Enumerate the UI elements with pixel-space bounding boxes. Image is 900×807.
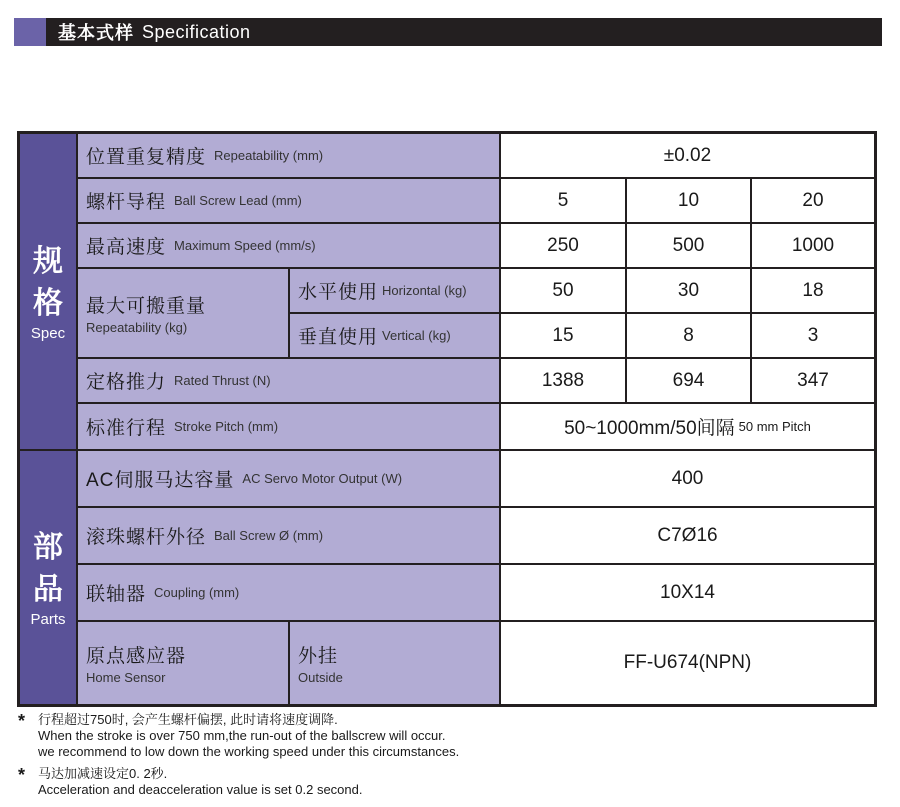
- sensor-mount-label: [290, 622, 499, 704]
- speed-cn: 最高速度: [86, 237, 167, 258]
- row-sensor-label: [78, 622, 288, 704]
- row-lead-label: [78, 179, 499, 222]
- lead-value-1: 5: [501, 179, 625, 222]
- thrust-value-3: 347: [752, 359, 874, 402]
- footnote-2: [18, 766, 878, 798]
- section-spec: [20, 134, 76, 449]
- section-parts-en: Parts: [30, 610, 66, 628]
- sensor-value: FF-U674(NPN): [501, 622, 874, 704]
- payload-cn: 最大可搬重量: [86, 296, 207, 317]
- stroke-cn: 标准行程: [86, 418, 167, 439]
- ballscrew-value: C7Ø16: [501, 508, 874, 563]
- row-coupling-label: [78, 565, 499, 620]
- speed-value-2: 500: [627, 224, 750, 267]
- motor-en: AC Servo Motor Output (W): [242, 471, 403, 486]
- speed-value-1: 250: [501, 224, 625, 267]
- horizontal-en: Horizontal (kg): [382, 283, 467, 298]
- section-spec-en: Spec: [30, 324, 66, 342]
- footnote-1: [18, 712, 878, 760]
- header-title-en: Specification: [142, 21, 251, 42]
- vertical-en: Vertical (kg): [382, 328, 451, 343]
- row-thrust-label: [78, 359, 499, 402]
- coupling-value: 10X14: [501, 565, 874, 620]
- asterisk-icon: *: [18, 711, 26, 731]
- ballscrew-cn: 滚珠螺杆外径: [86, 527, 207, 548]
- row-payload-label: [78, 269, 288, 357]
- thrust-en: Rated Thrust (N): [174, 373, 271, 388]
- horizontal-value-1: 50: [501, 269, 625, 312]
- lead-value-2: 10: [627, 179, 750, 222]
- vertical-value-3: 3: [752, 314, 874, 357]
- row-repeatability-label: [78, 134, 499, 177]
- section-parts-cn-2: 品: [33, 572, 63, 606]
- section-parts-cn-1: 部: [33, 530, 63, 564]
- sensor-cn: 原点感应器: [86, 646, 187, 667]
- sensor-mount-cn: 外挂: [298, 646, 339, 667]
- section-spec-cn-2: 格: [33, 286, 63, 320]
- vertical-value-2: 8: [627, 314, 750, 357]
- lead-value-3: 20: [752, 179, 874, 222]
- coupling-en: Coupling (mm): [154, 585, 240, 600]
- payload-horizontal-label: [290, 269, 499, 312]
- section-spec-cn-1: 规: [33, 244, 63, 278]
- spec-table: [17, 131, 877, 707]
- speed-en: Maximum Speed (mm/s): [174, 238, 316, 253]
- footnote-1-line-2: When the stroke is over 750 mm,the run-out of the ballscrew will occur.: [38, 728, 446, 743]
- speed-value-3: 1000: [752, 224, 874, 267]
- lead-en: Ball Screw Lead (mm): [174, 193, 302, 208]
- stroke-value-main: 50~1000mm/50间隔: [564, 418, 735, 439]
- thrust-value-2: 694: [627, 359, 750, 402]
- thrust-cn: 定格推力: [86, 372, 167, 393]
- spec-header: [14, 18, 882, 46]
- header-accent-block: [14, 18, 46, 46]
- stroke-value-sub: 50 mm Pitch: [738, 419, 811, 434]
- payload-vertical-label: [290, 314, 499, 357]
- row-stroke-label: [78, 404, 499, 449]
- stroke-value: [501, 404, 874, 449]
- thrust-value-1: 1388: [501, 359, 625, 402]
- section-parts: [20, 451, 76, 704]
- motor-cn: AC伺服马达容量: [86, 470, 235, 491]
- repeatability-en: Repeatability (mm): [214, 148, 324, 163]
- repeatability-value: ±0.02: [501, 134, 874, 177]
- row-motor-label: [78, 451, 499, 506]
- vertical-cn: 垂直使用: [298, 327, 379, 348]
- footnote-2-line-2: Acceleration and deacceleration value is set 0.2 second.: [38, 782, 363, 797]
- stroke-en: Stroke Pitch (mm): [174, 419, 279, 434]
- sensor-en: Home Sensor: [86, 670, 166, 685]
- vertical-value-1: 15: [501, 314, 625, 357]
- horizontal-value-2: 30: [627, 269, 750, 312]
- repeatability-cn: 位置重复精度: [86, 147, 207, 168]
- coupling-cn: 联轴器: [86, 584, 147, 605]
- motor-value: 400: [501, 451, 874, 506]
- ballscrew-en: Ball Screw Ø (mm): [214, 528, 324, 543]
- footnotes: [18, 712, 878, 804]
- row-ballscrew-label: [78, 508, 499, 563]
- lead-cn: 螺杆导程: [86, 192, 167, 213]
- asterisk-icon: *: [18, 765, 26, 785]
- horizontal-value-3: 18: [752, 269, 874, 312]
- footnote-1-line-1: 行程超过750时, 会产生螺杆偏摆, 此时请将速度调降.: [38, 712, 338, 727]
- footnote-1-line-3: we recommend to low down the working speed under this circumstances.: [38, 744, 460, 759]
- row-speed-label: [78, 224, 499, 267]
- footnote-2-line-1: 马达加减速设定0. 2秒.: [38, 766, 168, 781]
- header-title-cn: 基本式样: [58, 23, 134, 43]
- sensor-mount-en: Outside: [298, 670, 343, 685]
- payload-en: Repeatability (kg): [86, 320, 188, 335]
- horizontal-cn: 水平使用: [298, 282, 379, 303]
